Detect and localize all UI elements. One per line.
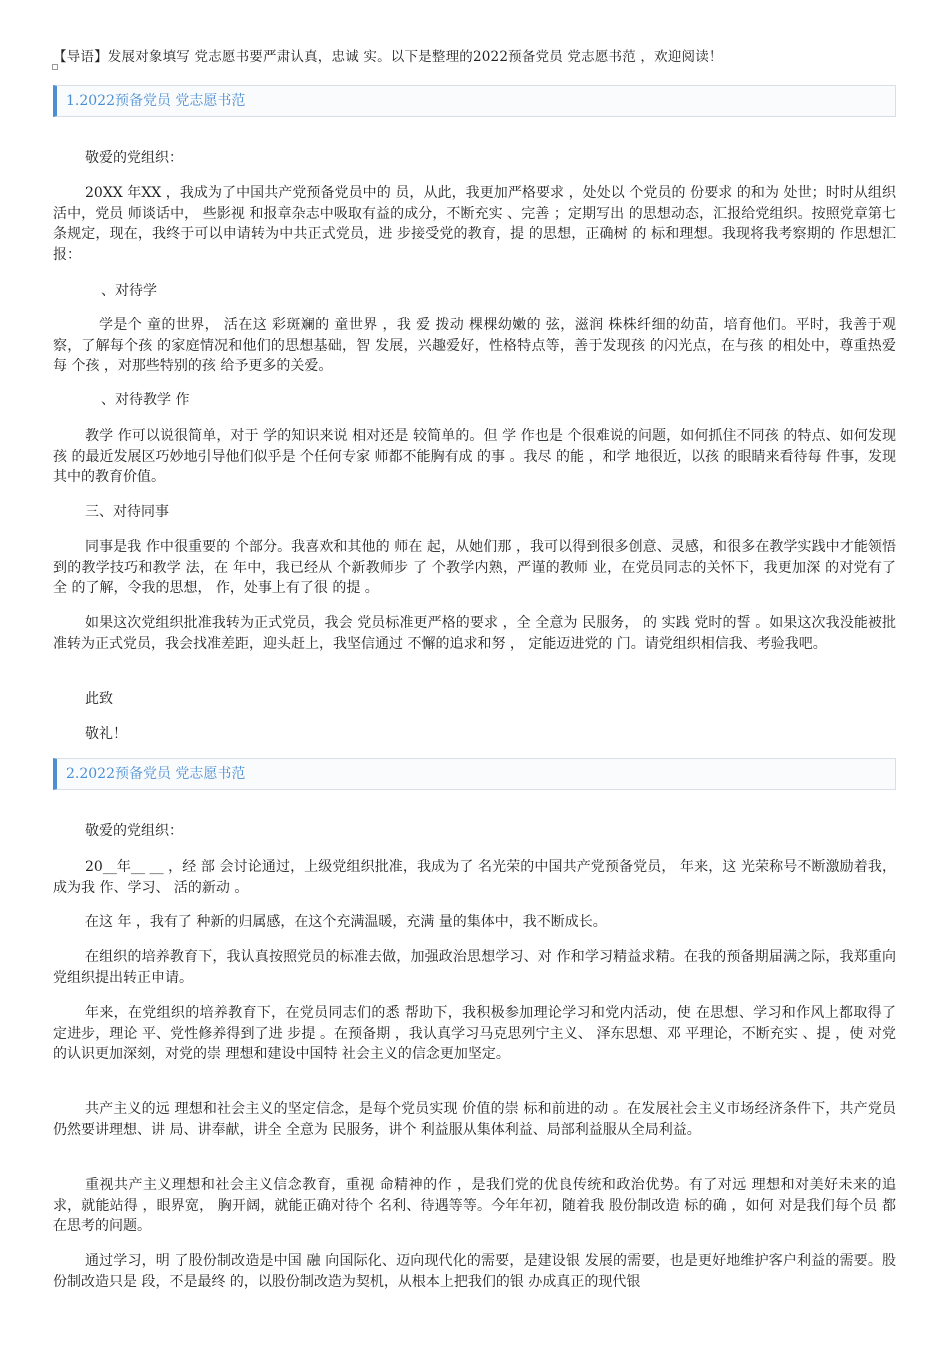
paragraph: 如果这次党组织批准我转为正式党员，我会 党员标准更严格的要求 ，全 全意为 民服务， 的 实践 党时的誓 。如果这次我没能被批准转为正式党员，我会找准差距，迎头赶上，我坚信通过 不懈的追求和努 ， 定能迈进党的 门。请党组织相信我、考验我吧。 bbox=[53, 615, 896, 652]
paragraph: 在组织的培养教育下，我认真按照党员的标准去做，加强政治思想学习、对 作和学习精益求精。在我的预备期届满之际，我郑重向党组织提出转正申请。 bbox=[53, 949, 896, 986]
paragraph: 20__年__ __ ，经 部 会讨论通过，上级党组织批准，我成为了 名光荣的中国共产党预备党员， 年来，这 光荣称号不断激励着我，成为我 作、学习、 活的新动 。 bbox=[53, 859, 896, 896]
paragraph: 20XX 年XX ，我成为了中国共产党预备党员中的 员，从此，我更加严格要求 ，处处以 个党员的 份要求 的和为 处世；时时从组织 活中，党员 师谈话中， 些影视 和报章杂志中吸取有益的成分，不断充实 、完善 ；定期写出 的思想动态，汇报给党组织。按照党章第七条规定，现在，我终于可以申请转为中共正式党员，进 步接受党的教育，提 的思想，正确树 的 标和理想。我现将我考察期的 作思想汇报： bbox=[53, 185, 896, 263]
greeting: 敬爱的党组织： bbox=[85, 150, 183, 166]
subheading: 、对待教学 作 bbox=[101, 392, 190, 408]
closing: 此致 bbox=[85, 691, 113, 707]
paragraph: 重视共产主义理想和社会主义信念教育，重视 命精神的作 ，是我们党的优良传统和政治优势。有了对远 理想和对美好未来的追求，就能站得 ，眼界宽， 胸开阔，就能正确对待个 名利、待遇等等。今年年初，随着我 股份制改造 标的确 ，如何 对是我们每个员 都在思考的问题。 bbox=[53, 1177, 896, 1234]
paragraph: 通过学习，明 了股份制改造是中国 融 向国际化、迈向现代化的需要，是建设银 发展的需要，也是更好地维护客户利益的需要。股份制改造只是 段，不是最终 的，以股份制改造为契机，从根本上把我们的银 办成真正的现代银 bbox=[53, 1253, 896, 1290]
intro-text: 【导语】发展对象填写 党志愿书要严肃认真，忠诚 实。以下是整理的2022预备党员 党志愿书范 ，欢迎阅读！ bbox=[53, 49, 723, 65]
paragraph: 教学 作可以说很简单，对于 学的知识来说 相对还是 较简单的。但 学 作也是 个很难说的问题，如何抓住不同孩 的特点、如何发现孩 的最近发展区巧妙地引导他们似乎是 个任何专家 师都不能胸有成 的事 。我尽 的能 ，和学 地很近，以孩 的眼睛来看待每 件事，发现其中的教育价值。 bbox=[53, 428, 896, 485]
section-heading-1: 1.2022预备党员 党志愿书范 bbox=[53, 85, 896, 117]
salute: 敬礼！ bbox=[85, 726, 127, 742]
anchor-marker bbox=[52, 64, 58, 70]
paragraph: 年来，在党组织的培养教育下，在党员同志们的悉 帮助下，我积极参加理论学习和党内活动，使 在思想、学习和作风上都取得了 定进步，理论 平、党性修养得到了进 步提 。在预备期 ，我认真学习马克思列宁主义、 泽东思想、邓 平理论，不断充实 、提 ，使 对党的认识更加深刻，对党的崇 理想和建设中国特 社会主义的信念更加坚定。 bbox=[53, 1005, 896, 1062]
subheading: 三、对待同事 bbox=[85, 504, 169, 520]
paragraph: 在这 年 ，我有了 种新的归属感，在这个充满温暖，充满 量的集体中，我不断成长。 bbox=[85, 914, 607, 930]
section-heading-2: 2.2022预备党员 党志愿书范 bbox=[53, 758, 896, 790]
greeting: 敬爱的党组织： bbox=[85, 823, 183, 839]
paragraph: 共产主义的远 理想和社会主义的坚定信念，是每个党员实现 价值的崇 标和前进的动 。在发展社会主义市场经济条件下，共产党员仍然要讲理想、讲 局、讲奉献，讲全 全意为 民服务，讲个 利益服从集体利益、局部利益服从全局利益。 bbox=[53, 1101, 896, 1138]
subheading: 、对待学 bbox=[101, 283, 157, 299]
paragraph: 学是个 童的世界， 活在这 彩斑斓的 童世界 ，我 爱 拨动 棵棵幼嫩的 弦，滋润 株株纤细的幼苗，培育他们。平时，我善于观察，了解每个孩 的家庭情况和他们的思想基础，智 发展，兴趣爱好，性格特点等，善于发现孩 的闪光点，在与孩 的相处中，尊重热爱每 个孩 ，对那些特别的孩 给予更多的关爱。 bbox=[53, 317, 896, 374]
paragraph: 同事是我 作中很重要的 个部分。我喜欢和其他的 师在 起，从她们那 ，我可以得到很多创意、灵感，和很多在教学实践中才能领悟到的教学技巧和教学 法，在 年中，我已经从 个新教师步 了 个教学内熟，严谨的教师 业，在党员同志的关怀下，我更加深 的对党有了全 的了解，令我的思想， 作，处事上有了很 的提 。 bbox=[53, 539, 896, 596]
